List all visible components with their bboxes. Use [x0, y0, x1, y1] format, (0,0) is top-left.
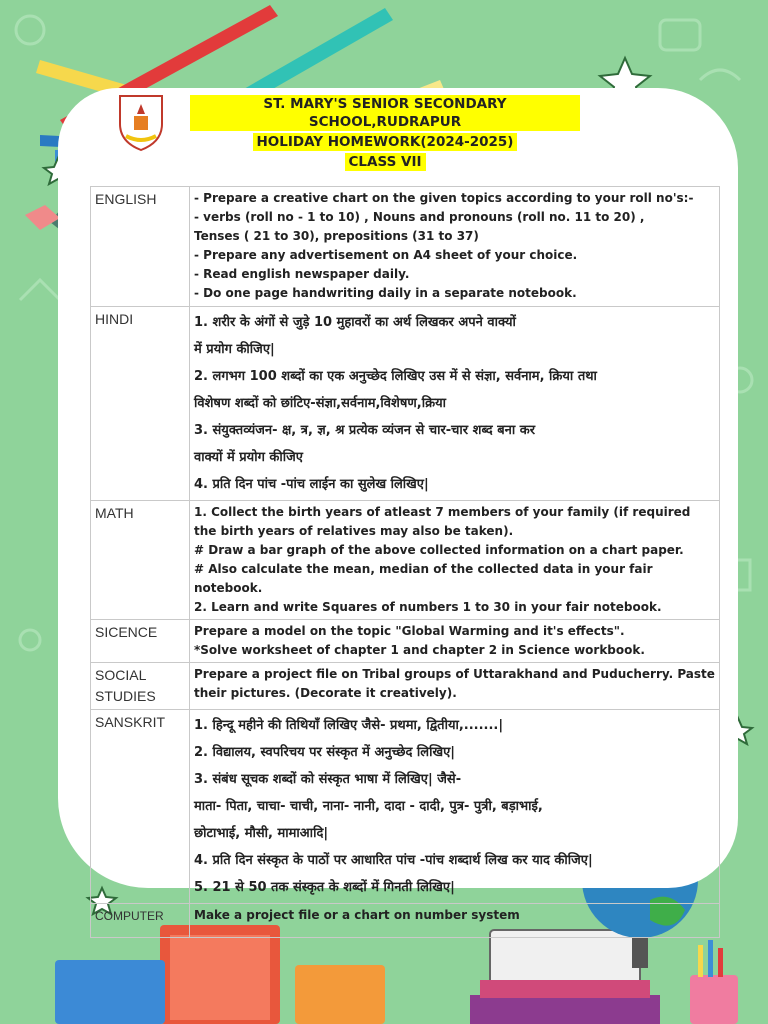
table-row — [91, 501, 720, 620]
subject-tasks — [190, 663, 720, 710]
table-row — [91, 710, 720, 904]
task-line: 2. विद्यालय, स्वपरिचय पर संस्कृत में अनुच्छेद लिखिए| — [194, 745, 456, 760]
table-row — [91, 307, 720, 501]
task-line: छोटाभाई, मौसी, मामाआदि| — [194, 826, 329, 841]
subject-name: MATH — [91, 501, 190, 620]
task-line: 1. हिन्दू महीने की तिथियाँ लिखिए जैसे- प्रथमा, द्वितीया,.......| — [194, 718, 504, 733]
task-line: - Prepare any advertisement on A4 sheet of your choice. — [194, 248, 578, 262]
task-line: Tenses ( 21 to 30), prepositions (31 to 37) — [194, 229, 479, 243]
subject-tasks — [190, 904, 720, 938]
task-line: - Do one page handwriting daily in a separate notebook. — [194, 286, 577, 300]
subject-name: ENGLISH — [91, 187, 190, 307]
subject-name: COMPUTER — [91, 904, 190, 938]
subject-name: HINDI — [91, 307, 190, 501]
task-line: 5. 21 से 50 तक संस्कृत के शब्दों में गिनती लिखिए| — [194, 880, 455, 895]
task-line: - Read english newspaper daily. — [194, 267, 410, 281]
task-line: 3. संयुक्तव्यंजन- क्ष, त्र, ज्ञ, श्र प्रत्येक व्यंजन से चार-चार शब्द बना कर — [194, 423, 536, 438]
task-line: विशेषण शब्दों को छांटिए-संज्ञा,सर्वनाम,विशेषण,क्रिया — [194, 396, 446, 411]
task-line: 2. लगभग 100 शब्दों का एक अनुच्छेद लिखिए उस में से संज्ञा, सर्वनाम, क्रिया तथा — [194, 369, 597, 384]
subject-tasks — [190, 710, 720, 904]
task-line: Prepare a model on the topic "Global Warming and it's effects". — [194, 624, 625, 638]
task-line: 1. शरीर के अंगों से जुड़े 10 मुहावरों का अर्थ लिखकर अपने वाक्यों — [194, 315, 516, 330]
class-label: CLASS VII — [345, 153, 426, 171]
document-header — [190, 94, 580, 172]
school-name: ST. MARY'S SENIOR SECONDARY SCHOOL,RUDRAPUR — [190, 95, 580, 131]
books-illustration — [55, 925, 660, 1024]
task-line: वाक्यों में प्रयोग कीजिए — [194, 450, 303, 465]
task-line: *Solve worksheet of chapter 1 and chapter 2 in Science workbook. — [194, 643, 645, 657]
table-row — [91, 904, 720, 938]
task-line: 4. प्रति दिन संस्कृत के पाठों पर आधारित पांच -पांच शब्दार्थ लिख कर याद कीजिए| — [194, 853, 593, 868]
subject-tasks — [190, 307, 720, 501]
task-line: में प्रयोग कीजिए| — [194, 342, 275, 357]
task-line: माता- पिता, चाचा- चाची, नाना- नानी, दादा - दादी, पुत्र- पुत्री, बड़ाभाई, — [194, 799, 543, 814]
subject-tasks — [190, 620, 720, 663]
subject-name: SOCIAL STUDIES — [91, 663, 190, 710]
subject-name: SICENCE — [91, 620, 190, 663]
subject-name: SANSKRIT — [91, 710, 190, 904]
task-line: 1. Collect the birth years of atleast 7 members of your family (if required the birth years of relatives may also be taken). — [194, 505, 691, 538]
table-row — [91, 620, 720, 663]
table-row — [91, 663, 720, 710]
task-line: Prepare a project file on Tribal groups of Uttarakhand and Puducherry. Paste their pictures. (Decorate it creatively). — [194, 667, 715, 700]
subject-tasks — [190, 187, 720, 307]
homework-title: HOLIDAY HOMEWORK(2024-2025) — [253, 133, 518, 151]
task-line: - verbs (roll no - 1 to 10) , Nouns and pronouns (roll no. 11 to 20) , — [194, 210, 645, 224]
homework-table — [90, 186, 720, 938]
task-line: Make a project file or a chart on number system — [194, 908, 520, 922]
task-line: - Prepare a creative chart on the given topics according to your roll no's:- — [194, 191, 694, 205]
school-logo — [112, 92, 170, 152]
task-line: 3. संबंध सूचक शब्दों को संस्कृत भाषा में लिखिए| जैसे- — [194, 772, 462, 787]
pencil-cup-illustration — [690, 940, 738, 1024]
task-line: 2. Learn and write Squares of numbers 1 to 30 in your fair notebook. — [194, 600, 662, 614]
task-line: # Also calculate the mean, median of the collected data in your fair notebook. — [194, 562, 653, 595]
task-line: # Draw a bar graph of the above collected information on a chart paper. — [194, 543, 684, 557]
table-row — [91, 187, 720, 307]
task-line: 4. प्रति दिन पांच -पांच लाईन का सुलेख लिखिए| — [194, 477, 429, 492]
subject-tasks — [190, 501, 720, 620]
